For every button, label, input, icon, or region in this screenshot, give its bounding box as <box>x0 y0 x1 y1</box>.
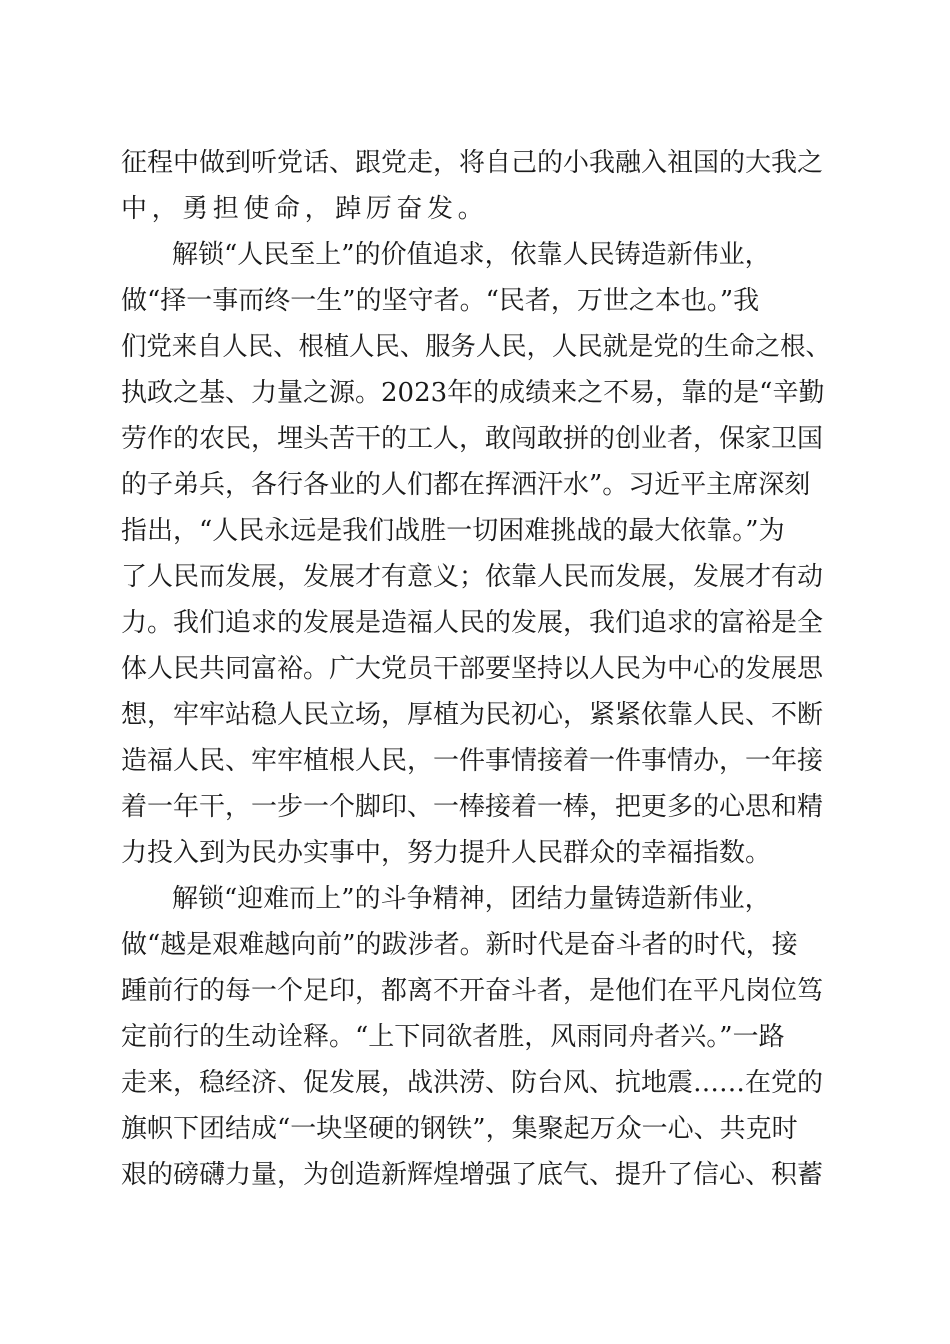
text-line: 指出，“人民永远是我们战胜一切困难挑战的最大依靠。”为 <box>121 516 785 546</box>
text-line: 力投入到为民办实事中，努力提升人民群众的幸福指数。 <box>121 838 772 868</box>
text-line: 定前行的生动诠释。“上下同欲者胜，风雨同舟者兴。”一路 <box>121 1022 785 1052</box>
text-line: 力。我们追求的发展是造福人民的发展，我们追求的富裕是全 <box>121 608 824 638</box>
text-line: 旗帜下团结成“一块坚硬的钢铁”，集聚起万众一心、共克时 <box>121 1114 798 1144</box>
text-line: 了人民而发展，发展才有意义；依靠人民而发展，发展才有动 <box>121 562 824 592</box>
text-line: 走来，稳经济、促发展，战洪涝、防台风、抗地震……在党的 <box>121 1068 824 1098</box>
paragraph-first-line: 解锁“人民至上”的价值追求，依靠人民铸造新伟业， <box>172 240 771 270</box>
text-line: 踵前行的每一个足印，都离不开奋斗者，是他们在平凡岗位笃 <box>121 976 824 1006</box>
text-line: 征程中做到听党话、跟党走，将自己的小我融入祖国的大我之 <box>121 148 824 178</box>
text-line: 做“择一事而终一生”的坚守者。“民者，万世之本也。”我 <box>121 286 760 316</box>
text-line: 体人民共同富裕。广大党员干部要坚持以人民为中心的发展思 <box>121 654 824 684</box>
text-line: 中，勇担使命，踔厉奋发。 <box>121 194 489 224</box>
text-line: 劳作的农民，埋头苦干的工人，敢闯敢拼的创业者，保家卫国 <box>121 424 824 454</box>
text-line: 们党来自人民、根植人民、服务人民，人民就是党的生命之根、 <box>121 332 831 362</box>
text-line: 艰的磅礴力量，为创造新辉煌增强了底气、提升了信心、积蓄 <box>121 1160 824 1190</box>
text-line: 造福人民、牢牢植根人民，一件事情接着一件事情办，一年接 <box>121 746 824 776</box>
text-line: 执政之基、力量之源。2023年的成绩来之不易，靠的是“辛勤 <box>121 378 825 408</box>
paragraph-first-line: 解锁“迎难而上”的斗争精神，团结力量铸造新伟业， <box>172 884 771 914</box>
document-body <box>121 140 831 1198</box>
text-line: 做“越是艰难越向前”的跋涉者。新时代是奋斗者的时代，接 <box>121 930 798 960</box>
text-line: 想，牢牢站稳人民立场，厚植为民初心，紧紧依靠人民、不断 <box>121 700 824 730</box>
text-line: 的子弟兵，各行各业的人们都在挥洒汗水”。习近平主席深刻 <box>121 470 811 500</box>
text-line: 着一年干，一步一个脚印、一棒接着一棒，把更多的心思和精 <box>121 792 824 822</box>
